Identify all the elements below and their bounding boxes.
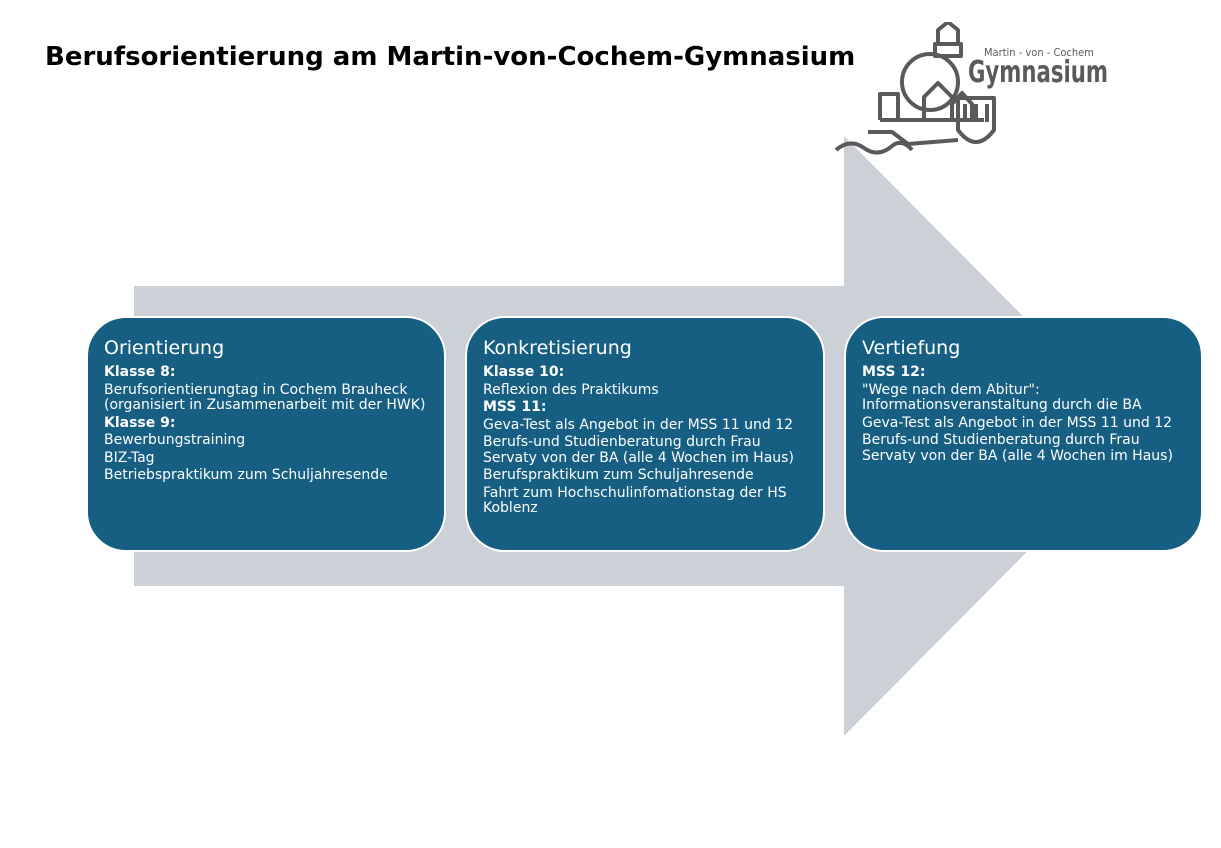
phase-line: BIZ-Tag — [104, 449, 155, 466]
phase-line-bold: Klasse 9: — [104, 414, 176, 431]
phase-line: Betriebspraktikum zum Schuljahresende — [104, 467, 388, 483]
phase-line: Fahrt zum Hochschulinfomationstag der HS Koblenz — [483, 484, 787, 516]
phase-line: Berufsorientierungtag in Cochem Brauheck (organisiert in Zusammenarbeit mit der HWK) — [104, 381, 426, 413]
phase-box-orientierung — [86, 316, 446, 552]
phase-line: Bewerbungstraining — [104, 432, 246, 448]
phase-line-bold: Klasse 8: — [104, 364, 176, 380]
phase-line: Geva-Test als Angebot in der MSS 11 und 12 — [483, 416, 794, 433]
logo-small-text: Martin - von - Cochem — [984, 46, 1094, 59]
phase-line: Berufspraktikum zum Schuljahresende — [483, 467, 754, 483]
phase-line: Berufs-und Studienberatung durch Frau Servaty von der BA (alle 4 Wochen im Haus) — [483, 434, 794, 466]
phase-heading: Konkretisierung — [483, 337, 632, 359]
phase-line-bold: Klasse 10: — [483, 364, 565, 380]
page-title: Berufsorientierung am Martin-von-Cochem-Gymnasium — [45, 42, 856, 72]
logo-big-text: Gymnasium — [968, 55, 1108, 90]
phase-heading: Orientierung — [104, 337, 225, 359]
school-logo — [834, 22, 1114, 157]
phase-box-konkretisierung — [465, 316, 825, 552]
phase-box-vertiefung — [844, 316, 1203, 552]
phase-line-bold: MSS 11: — [483, 399, 547, 415]
phase-heading: Vertiefung — [862, 337, 961, 359]
phase-line: Berufs-und Studienberatung durch Frau Servaty von der BA (alle 4 Wochen im Haus) — [862, 432, 1173, 464]
phase-line: Reflexion des Praktikums — [483, 381, 659, 398]
phase-line: Geva-Test als Angebot in der MSS 11 und 12 — [862, 414, 1173, 431]
phase-line: "Wege nach dem Abitur": Informationsveranstaltung durch die BA — [862, 381, 1142, 413]
phase-line-bold: MSS 12: — [862, 364, 926, 380]
